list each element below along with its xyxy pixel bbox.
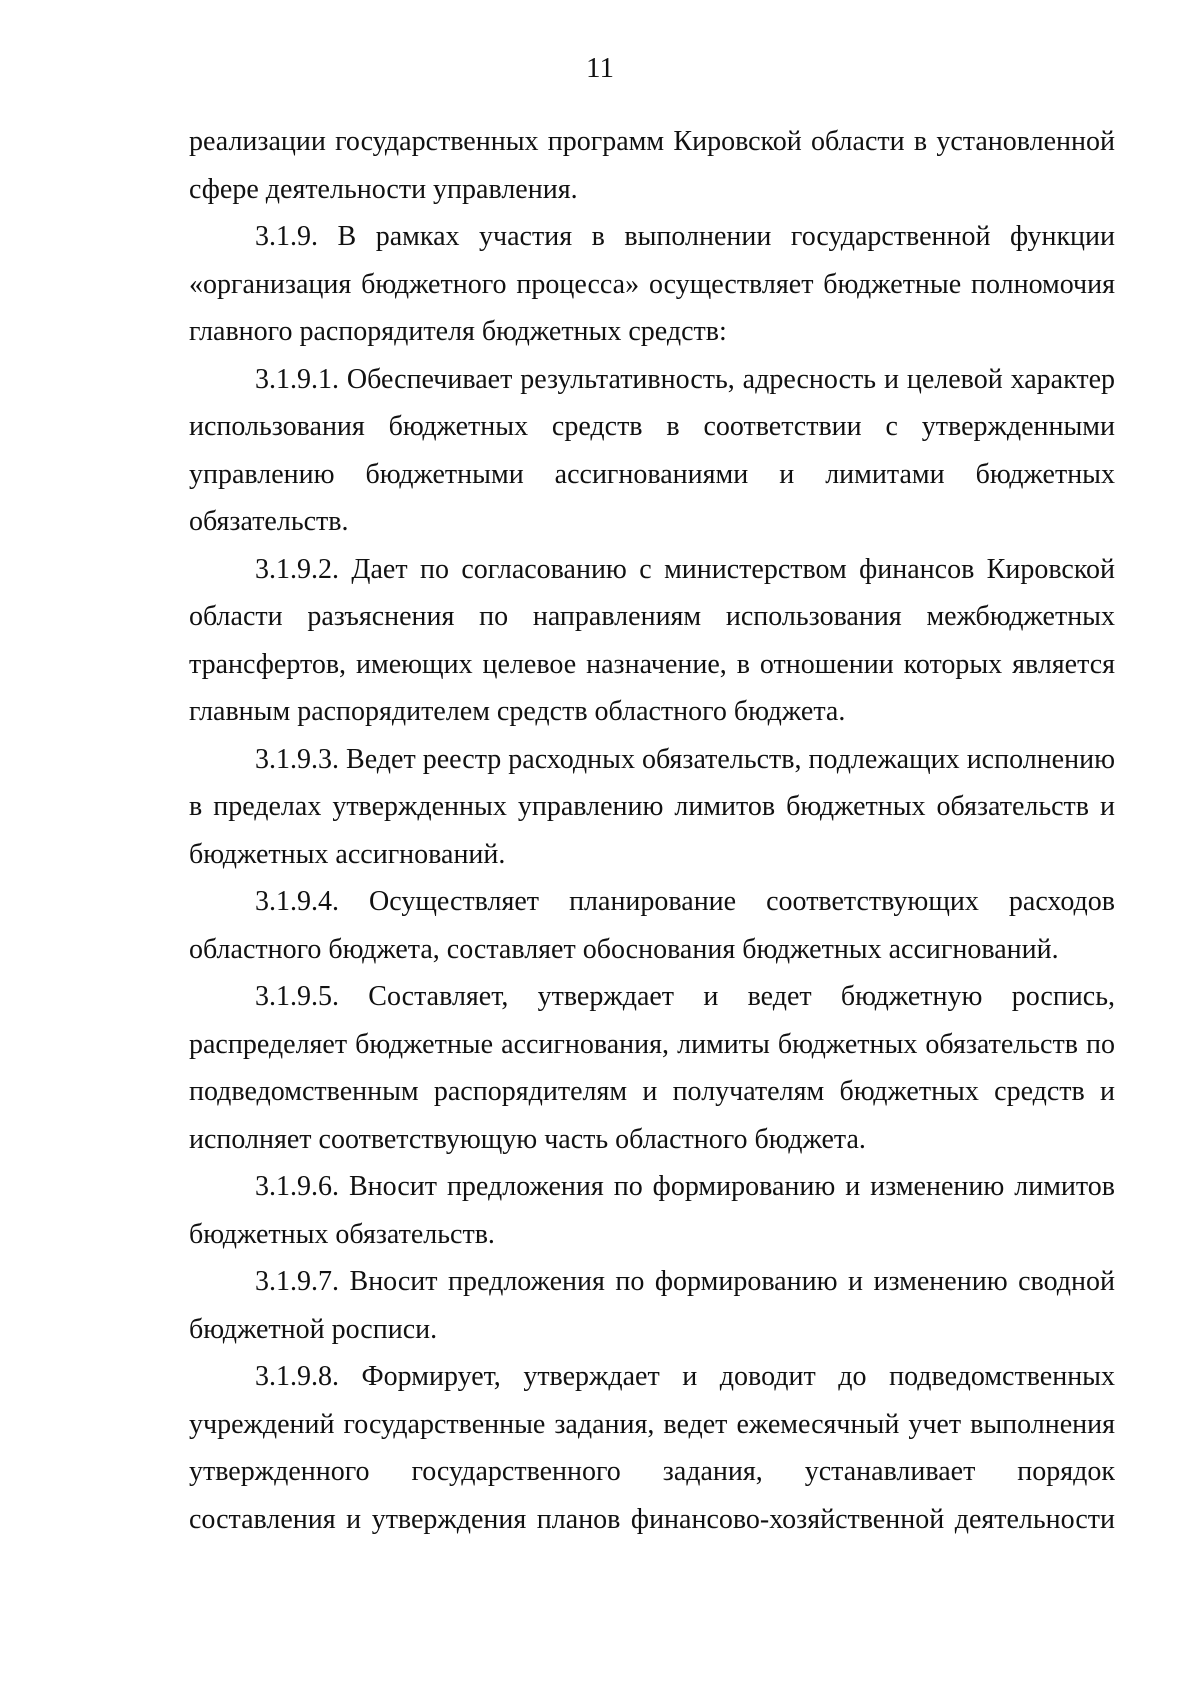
paragraph-3-1-9-4: 3.1.9.4. Осуществляет планирование соответствующих расходов областного бюджета, составляет обоснования бюджетных ассигнований. (189, 886, 1115, 965)
paragraph-3-1-9-8: 3.1.9.8. Формирует, утверждает и доводит до подведомственных учреждений государственные задания, ведет ежемесячный учет выполнения утвержденного государственного задания, устанавливает порядок составления и утверждения планов финансово-хозяйственной деятельности (189, 1361, 1115, 1535)
paragraph-3-1-9: 3.1.9. В рамках участия в выполнении государственной функции «организация бюджетного процесса» осуществляет бюджетные полномочия главного распорядителя бюджетных средств: (189, 221, 1115, 347)
paragraph-3-1-9-5: 3.1.9.5. Составляет, утверждает и ведет бюджетную роспись, распределяет бюджетные ассигнования, лимиты бюджетных обязательств по подведомственным распорядителям и получателям бюджетных средств и исполняет соответствующую часть областного бюджета. (189, 981, 1115, 1155)
paragraph-3-1-9-7: 3.1.9.7. Вносит предложения по формированию и изменению сводной бюджетной росписи. (189, 1266, 1115, 1345)
document-body (189, 118, 1115, 1543)
paragraph-3-1-9-2: 3.1.9.2. Дает по согласованию с министерством финансов Кировской области разъяснения по направлениям использования межбюджетных трансфертов, имеющих целевое назначение, в отношении которых является главным распорядителем средств областного бюджета. (189, 553, 1115, 727)
paragraph-continuation: реализации государственных программ Кировской области в установленной сфере деятельности управления. (189, 126, 1115, 205)
paragraph-3-1-9-6: 3.1.9.6. Вносит предложения по формированию и изменению лимитов бюджетных обязательств. (189, 1171, 1115, 1250)
paragraph-3-1-9-1: 3.1.9.1. Обеспечивает результативность, адресность и целевой характер использования бюджетных средств в соответствии с утвержденными управлению бюджетными ассигнованиями и лимитами бюджетных обязательств. (189, 363, 1115, 537)
paragraph-3-1-9-3: 3.1.9.3. Ведет реестр расходных обязательств, подлежащих исполнению в пределах утвержденных управлению лимитов бюджетных обязательств и бюджетных ассигнований. (189, 743, 1115, 870)
page-number: 11 (586, 52, 614, 84)
